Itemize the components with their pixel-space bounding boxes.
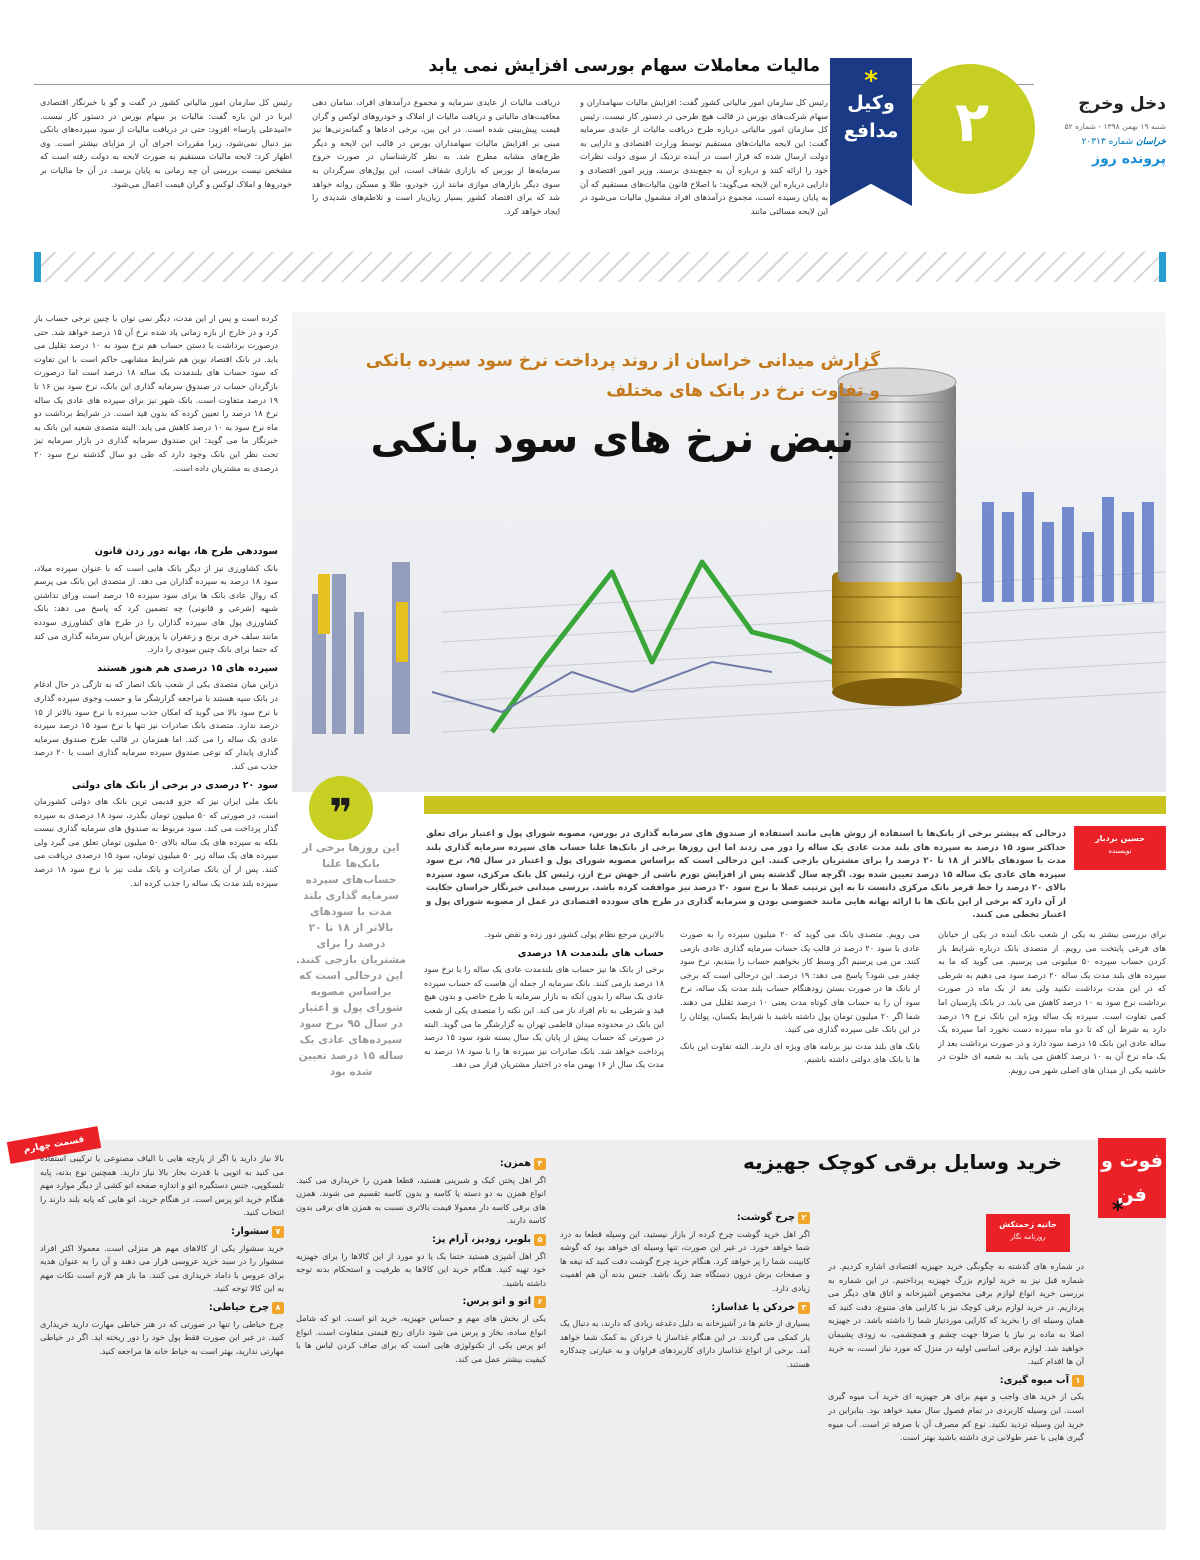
item-number: ۸ — [272, 1302, 284, 1314]
item-number: ۷ — [272, 1226, 284, 1238]
main-column-b — [680, 928, 920, 1130]
main-column-c — [424, 928, 664, 1130]
top-article-column-3: رئیس کل سازمان امور مالیاتی کشور در گفت و گو با خبرنگار اقتصادی ایرنا در این باره گفت: مالیات بر سهام بورس در دستور کار نیست. «امیدعلی پارسا» افزود: حتی در دریافت مالیات از سود سپرده‌های بانکی نیز دنبال نمی‌شود، زیرا مقررات اجرای آن از مزایای بیشتر است. وی اظهار کرد: لایحه مالیات مستقیم به صورت لایحه به دولت رفته است که مشخص نیست بررسی آن چه زمانی به پایان برسد. در آن جا مالیات بر خودروها و املاک لوکس و گران قیمت اعمال می‌شود. — [40, 97, 292, 189]
bottom-author-badge — [986, 1214, 1070, 1252]
badge-line-2: مدافع — [843, 120, 899, 142]
paragraph: خرید سشوار یکی از کالاهای مهم هر منزلی است. معمولا اکثر افراد سشوار را در سبد خرید عروسی قرار می دهند و آن را به عنوان هدیه برای عروس با داماد خریداری می کنند. ما باز هم لازم است نکات مهم به این کالا توجه کنید. — [40, 1242, 284, 1294]
paragraph: برخی از بانک ها نیز حساب های بلندمدت عادی یک ساله را با نرخ سود ۱۸ درصد بازمی کنند. بانک سرمایه از جمله آن هاست که حساب سپرده عادی یک ساله را بدون آنکه به بازار سرمایه یا طرح خاصی و بدون هیچ قید و شرطی به نام افراد باز می کند. این نکته را متصدی یکی از شعب این بانک در محدوده میدان قاطمی تهران به گزارشگر ما می گوید. البته در صورتی که حساب پیش از پایان یک سال بسته شود سود ۱۵ درصد پرداخت خواهد شد. بانک صادرات نیز سپرده ها را با سود ۱۸ درصد به مدت یک سال از ۱۶ بهمن ماه در اختیار مشتریان قرار می دهد. — [424, 964, 664, 1070]
paragraph: بسیاری از خانم ها در آشپزخانه به دلیل دغدغه زیادی که دارند، به دنبال یک یار کمکی می گردند. در این هنگام غذاساز یا خردکن به کمک شما خواهد آمد. برخی از انواع غذاساز دارای کاربردهای فراوان و به عبارتی چندکاره هستند. — [560, 1318, 810, 1369]
item-title: بلوبر، زودپز، آرام پز: — [432, 1233, 531, 1245]
hero-kicker — [320, 346, 880, 406]
top-article-title: مالیات معاملات سهام بورسی افزایش نمی یابد — [428, 56, 820, 76]
item-number: ۵ — [534, 1234, 546, 1246]
paragraph: اگر اهل آشپزی هستید حتما یک یا دو مورد از این کالاها را برای جهیزیه خود تهیه کنید. هنگام خرید این کالاها به ظرفیت و استحکام بدنه توجه داشته باشید. — [296, 1250, 546, 1288]
main-column-left — [34, 540, 278, 1132]
pull-quote: این روزها برخی از بانک‌ها علنا حساب‌های سپرده سرمایه گذاری بلند مدت با سودهای بالاتر از ۱۸ تا ۲۰ درصد را برای مشتریان بازجی کنند. این درحالی است که براساس مصوبه شورای پول و اعتبار در سال ۹۵ نرخ سود سپرده‌های عادی یک ساله ۱۵ درصد تعیین شده بود — [296, 842, 406, 1078]
paper-issue: شماره ۲۰۳۱۳ — [1081, 137, 1134, 147]
item-number: ۶ — [534, 1296, 546, 1308]
item-number: ۱ — [1072, 1375, 1084, 1387]
paragraph: کرده است و پس از این مدت، دیگر نمی توان با چنین نرخی حساب باز کرد و در خارج از بازه زمانی یاد شده نرخ آن ۱۵ درصد خواهد شد. حتی درصورت برداشت با دستن حساب هم نرخ سود به ۱۰ درصد تقلیل می یابد. در بانک اقتصاد نوین هم شرایط مشابهی حاکم است با این تفاوت که سود حساب های بلندمدت یک ساله ۱۸ درصد است اما درصورت بازگردان حساب در صندوق سرمایه گذاری این بانک، نرخ سود بین ۱۶ تا ۱۹ درصد متفاوت است. بانک شهر نیز برای سپرده های عادی یک ساله نرخ ۱۸ درصد را تعیین کرده که بدون قید است. در شرایط برداشت دو ماه نرخ سود به ۱۰ درصد کاهش می یابد. البته متصدی شعبه این بانک به خبرنگار ما می گوید: این صندوق سرمایه گذاری در بازار سرمایه نیز تحت نظر این بانک وجود دارد که طی دو سال گذشته نرخ سود ۲۰ درصدی به مشتریان داده است. — [34, 313, 278, 473]
section-name: پرونده روز — [1092, 151, 1166, 167]
top-article-column-2: دریافت مالیات از عایدی سرمایه و مجموع درآمدهای افراد، سامان دهی معافیت‌های مالیاتی و دریافت مالیات از املاک و خودروهای لوکس و گران قیمت پیش‌بینی شده است. در این بین، برخی ادعاها و گمانه‌زنی‌ها نیز مبنی بر افزایش مالیات سهامداران بورس در قالب این لایحه و دیگر طرح‌های مشابه مطرح شد. به نظر کارشناسان در صورت خروج سرمایه‌ها از بورس که بازاری شفاف است، این پول‌های سرگردان به سوی دیگر بازارهای موازی مانند ارز، خودرو، طلا و مسکن روانه خواهد شد که برای اقتصاد کشور بسیار زیان‌بار است و تلاطم‌های شدیدی را ایجاد خواهد کرد. — [312, 97, 560, 216]
author-role: نویسنده — [1108, 847, 1132, 855]
paragraph: بانک های بلند مدت نیز برنامه های ویژه ای دارند. البته تفاوت این بانک ها با بانک های دولتی داشته باشیم. — [680, 1040, 920, 1065]
item-heading — [296, 1233, 546, 1247]
paragraph: یکی از بخش های مهم و حساس جهیزیه، خرید اتو است. اتو که شامل انواع ساده، بخار و پرس می شود دارای رنج قیمتی متفاوت است. انواع اتو پرس یکی از تکنولوژی هایی است که برای صاف کردن لباس ها با کیفیت بیشتر عمل می کند. — [296, 1312, 546, 1364]
item-heading — [560, 1211, 810, 1225]
paper-info — [1026, 137, 1166, 147]
item-number: ۲ — [798, 1212, 810, 1224]
subheading: سود ۲۰ درصدی در برخی از بانک های دولتی — [71, 779, 278, 791]
item-heading — [296, 1157, 546, 1171]
author-name: حسین بردبار — [1095, 834, 1145, 843]
bottom-intro-head — [830, 1212, 978, 1262]
author-badge — [1074, 826, 1166, 870]
paragraph: دراین میان متصدی یکی از شعب بانک انصار که به تازگی در حال ادغام در بانک سپه هستند با مراجعه گزارشگر ما و حسب وجوی سپرده گذاری با نرخ سود بالا می گوید که امکان جذب سپرده با نرخ سود بالاتر از ۱۵ درصد ندارد. متصدی بانک صادرات نیز تنها با نرخ سود ۱۵ درصد سپرده عادی یک ساله را می کند. اما همزمان در قالب طرح صندوق سرمایه گذاری پایدار که نوعی صندوق سپرده سرمایه گذاری است با ۲۰ درصد جذب می کند. — [34, 679, 278, 771]
item-title: سشوار: — [231, 1225, 269, 1237]
paragraph: بانک ملی ایران نیز که جزو قدیمی ترین بانک های دولتی کشورمان است، در صورتی که ۵۰ میلیون تومان بگذرد، سود ۱۸ درصدی به سپرده گذار پرداخت می کند. سود مربوط به صندوق های سرمایه گذاری نیست بلکه به سپرده های یک ساله بالای ۵۰ میلیون تومان تعلق می گیرد ولی سپرده های یک ساله زیر ۵۰ میلیون تومان، سود ۱۵ درصدی دریافت می کنند. پس از آن بانک صادرات و بانک ملت نیز با نرخ سود ۱۸ درصد سپرده بلند مدت یک ساله را جذب کرده اند. — [34, 796, 278, 888]
bottom-column-2 — [560, 1206, 810, 1524]
item-title: اتو و اتو پرس: — [462, 1296, 531, 1308]
paper-name: خراسان — [1136, 137, 1166, 147]
paragraph: در شماره های گذشته به چگونگی خرید جهیزیه اقتصادی اشاره کردیم. در شماره قبل نیز به خرید لوازم بزرگ جهیزیه پرداختیم. در این شماره به بررسی خرید انواع لوازم برقی مخصوص آشپزخانه و اتاق های دیگر می پردازیم. در خرید لوازم برقی کوچک نیز با کارایی های متنوع، دقت کنید که همان وسیله ای را بخرید که کارایی موردنیاز شما را داشته باشد. در جهیزیه اصلا به ماده بر نیاز یا صرفا جهت چشم و همچشمی، به زودی پشیمان خواهید شد. لوازم برقی اساسی اولیه در منزل که مورد نیاز است، به خرید آن ها اقدام کنید. — [828, 1261, 1084, 1367]
item-heading — [40, 1301, 284, 1315]
paragraph: اگر اهل پختن کیک و شیرینی هستید، قطعا همزن را خریداری می کنید. انواع همزن به دو دسته یا کاسه و بدون کاسه تقسیم می شوند. همزن های برقی کاسه دار معمولا قیمت بالاتری نسبت به همزن های برقی بدون کاسه دارند. — [296, 1174, 546, 1226]
main-column-left-top — [34, 312, 278, 532]
hero-kicker-line-1: گزارش میدانی خراسان از روند پرداخت نرخ سود سپرده بانکی — [365, 351, 880, 371]
item-title: آب میوه گیری: — [999, 1374, 1069, 1386]
star-icon: * — [864, 66, 878, 96]
item-heading — [828, 1374, 1084, 1388]
column-logo-line-2: فن — [1117, 1184, 1147, 1206]
paragraph: یکی از خرید های واجب و مهم برای هر جهیزیه ای خرید آب میوه گیری است. این وسیله کاربردی در تمام فصول سال مفید خواهد بود. بنابراین در خرید این وسیله تردید نکنید. نوع کم مصرف آن با صرفه تر است. آب میوه گیری هایی با عمر طولانی تری داشته باشید بهتر است. — [828, 1391, 1084, 1443]
masthead — [1026, 94, 1166, 167]
paragraph: می رویم. متصدی بانک می گوید که ۲۰ میلیون سپرده را به صورت عادی با سود ۲۰ درصد در قالب یک حساب سرمایه گذاری عادی بازمی کنند. من می پرسیم اگر وسط کار بخواهیم حساب را ببندیم، نرخ سود چقدر می شود؟ پاسخ می دهد: ۱۹ درصد. این درحالی است که برخی از بانک ها در صورت بستن زودهنگام حساب بلند مدت یک ساله، نرخ سود آن را به حساب های کوتاه مدت یعنی ۱۰ درصد تقلیل می دهند. شما اگر ۲۰ میلیون تومان پول داشته باشید با شرایط یکسان، پولتان را در این بانک علی سپرده گذاری می کنید. — [680, 929, 920, 1035]
paragraph: برای بررسی بیشتر به یکی از شعب بانک آینده در یکی از خیابان های فرعی پایتخت می رویم. از متصدی بانک درباره شرایط باز کردن حساب سپرده ۵۰ میلیونی می پرسیم. می گوید که ما به سپرده های بلند مدت یک ساله ۲۰ درصد سود می دهیم به شرطی که در این مدت برداشت نکنید ولی بعد از یک ماه در صورت برداشت نرخ سود به ۱۰ درصد کاهش می یابد. در بانک پارسیان اما کمی تفاوت است. سپرده یک ساله ویژه این بانک نرخ ۱۹ درصد دارد به شرط آن که تا دو ماه سپرده دست نخورد اما سپرده یک ساله عادی این بانک ۱۵ درصد سود دارد و در صورت برداشت بعد از یک ماه نرخ آن به ۱۰ درصد کاهش می یابد. به شعبه ای خلوت در حاشیه یکی از میدان های اصلی شهر می رویم. — [938, 929, 1166, 1075]
hero-title: نبض نرخ های سود بانکی — [370, 416, 854, 462]
author-role: روزنامه نگار — [1010, 1233, 1046, 1241]
badge-line-1: وکیل — [847, 92, 895, 114]
paragraph: چرخ خیاطی را تنها در صورتی که در هنر خیاطی مهارت دارید خریداری کنید. در غیر این صورت فقط پول خود را دور ریخته اید. اگر در خیاطی مهارتی ندارید، بهتر است به خیاط خانه ها مراجعه کنید. — [40, 1318, 284, 1356]
item-heading — [560, 1301, 810, 1315]
author-name: حانیه زحمتکش — [999, 1220, 1057, 1229]
band-tab-left — [34, 252, 41, 282]
item-title: خردکن یا غذاساز: — [711, 1301, 795, 1313]
column-logo-line-1: فوت و — [1101, 1150, 1163, 1172]
band-tab-right — [1159, 252, 1166, 282]
item-title: چرخ خیاطی: — [208, 1301, 269, 1313]
page-number: ۲ — [954, 90, 990, 155]
subheading: سوددهی طرح ها، بهانه دور زدن قانون — [94, 546, 278, 557]
issue-date: شنبه ۱۹ بهمن ۱۳۹۸ - شماره ۵۲ — [1064, 122, 1166, 131]
paragraph: بالاترین مرجع نظام پولی کشور دور زده و نقض شود. — [484, 929, 664, 939]
lead-paragraph: درحالی که پیشتر برخی از بانک‌ها با استفاده از روش هایی مانند استفاده از صندوق های سرمایه گذاری در بورس، مصوبه شورای پول و اعتبار برای تعلق حداکثر سود ۱۵ درصد به سپرده های بلند مدت عادی یک ساله را دور می زدند اما این روزها برخی از بانک‌ها علنا حساب های سپرده سرمایه گذاری بلند مدت با سودهای بالاتر از ۱۸ تا ۲۰ درصد را برای مشتریان بازجی کنند. این درحالی است که براساس مصوبه شورای پول و اعتبار در سال ۹۵، نرخ سود سپرده های عادی یک ساله ۱۵ درصد تعیین شده بود. اگرچه سال گذشته پس از افزایش تورم ناشی از جهش نرخ ارز، رئیس کل بانک مرکزی، سود سپرده بالای ۲۰ درصد را خط قرمز بانک مرکزی دانست تا به این ترتیب عملا با نرخ سود ۲۰ درصد نیز موافقت کرده باشد. بررسی میدانی خبرنگار خراسان حکایت از آن دارد که برخی از این بانک ها با ارائه بهانه هایی مانند خصوصی بودن و سرمایه گذاری در طرح های سودده اقتصادی در عمل از مصوبه شورای پول و اعتبار تخطی می کنند. — [426, 829, 1067, 920]
subheading: حساب های بلندمدت ۱۸ درصدی — [517, 947, 664, 959]
column-logo — [1098, 1138, 1166, 1218]
paragraph: اگر اهل خرید گوشت چرخ کرده از بازار نیستید، این وسیله قطعا به درد شما خواهد خورد. در غیر این صورت، تنها وسیله ای خواهد بود که گوشه کابینت شما را پر خواهد کرد. هنگام خرید چرخ گوشت دقت کنید که تیغه ها و صفحات برش درون دستگاه ضد زنگ باشد. جنس بدنه آن هم اهمیت زیادی دارد. — [560, 1228, 810, 1293]
item-heading — [40, 1225, 284, 1239]
bottom-column-4 — [40, 1152, 284, 1524]
series-ribbon: قسمت چهارم — [7, 1126, 101, 1164]
main-column-a — [938, 928, 1166, 1130]
paragraph: بانک کشاورزی نیز از دیگر بانک هایی است که با عنوان سپرده میلاد، سود ۱۸ درصد به سپرده گذاران می دهد. از متصدی این بانک می پرسم که روال عادی بانک ها برای سود سپرده ۱۵ درصد است ورای نداشتن شبهه (شرعی و قانونی) چه تضمین کرد که پاسخ می دهد: بانک کشاورزی پول های سپرده گذاران را در طرح های کشاورزی سودده مانند سلف خری برنج و زعفران یا پرورش آبزیان سرمایه گذاری می کند که حتما برای بانک چنین سودی را دارد. — [34, 562, 278, 655]
top-article-column-1: رئیس کل سازمان امور مالیاتی کشور گفت: افزایش مالیات سهامداران و سهام شرکت‌های بورس در قالب هیچ طرحی در دستور کار نیست. رئیس کل سازمان امور مالیاتی درباره طرح دریافت مالیات از عایدی سرمایه گفت: این لایحه مالیات‌های مستقیم توسط وزارت اقتصادی و دارایی به دولت ارسال شده که قرار است در آینده نزدیک از سوی دولت نظرات خود را ارائه کنند و درباره آن به جمع‌بندی برسند. وزیر امور اقتصادی و دارایی درباره این لایحه می‌گوید: با اصلاح قانون مالیات‌های مستقیم که آن به پایان رسیده است، مجموع درآمدهای افراد مشمول مالیات می‌شود در این لایحه مسالتی مانند — [580, 97, 828, 216]
hero-kicker-line-2: و تفاوت نرخ در بانک های مختلف — [606, 381, 880, 401]
section-brand: دخل وخرج — [1078, 94, 1166, 114]
accent-bar — [424, 796, 1166, 814]
quote-icon: ❞ — [309, 776, 373, 840]
star-icon: * — [1112, 1198, 1124, 1223]
bottom-column-3 — [296, 1152, 546, 1524]
paragraph: بالا نیاز دارید یا اگر از پارچه هایی با الیاف مصنوعی یا ترکیبی استفاده می کنید به اتویی با قدرت بخار بالا نیاز دارید. همچنین نوع بدنه، پایه تلسکوپی، جنس دستگیره اتو و اندازه صفحه اتو کشی از دیگر موارد مهم هنگام خرید اتو پرس است. در هنگام خرید، اتو هایی که پایه بلند دارند را انتخاب کنید. — [40, 1153, 284, 1218]
item-title: چرخ گوشت: — [736, 1212, 795, 1223]
item-number: ۳ — [798, 1302, 810, 1314]
item-heading — [296, 1295, 546, 1309]
item-title: همزن: — [499, 1158, 531, 1169]
bottom-article-title: خرید وسایل برقی کوچک جهیزیه — [743, 1150, 1062, 1174]
subheading: سپرده های ۱۵ درصدی هم هنوز هستند — [97, 662, 278, 674]
bottom-column-1 — [828, 1260, 1084, 1522]
separator-band — [34, 252, 1166, 282]
item-number: ۴ — [534, 1158, 546, 1170]
